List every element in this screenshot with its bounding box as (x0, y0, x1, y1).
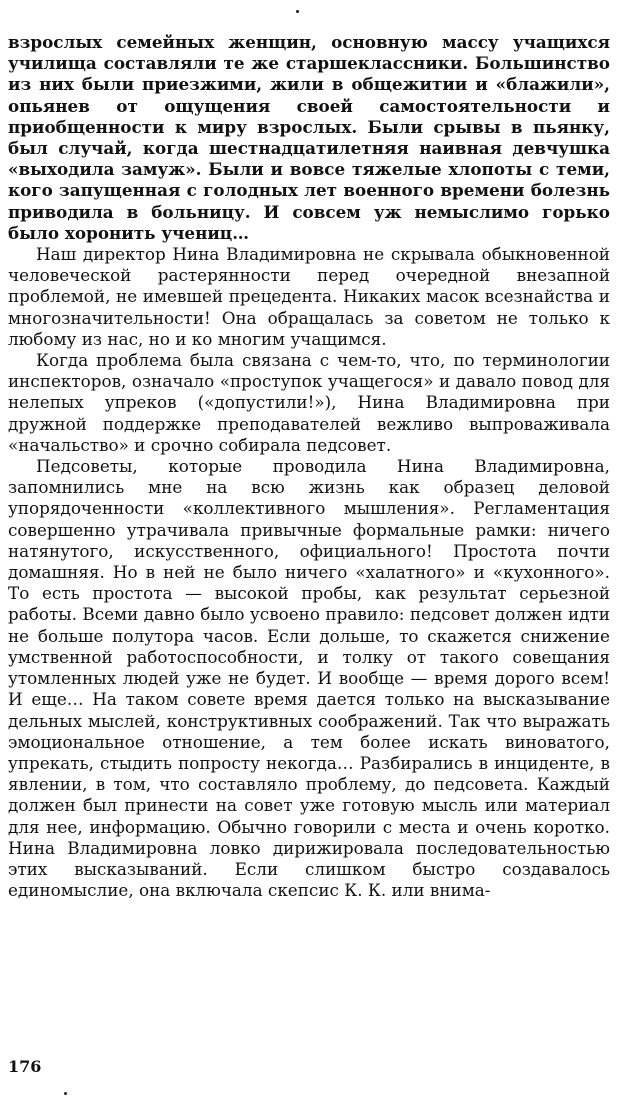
paragraph-2: Наш директор Нина Владимировна не скрывала обыкновенной человеческой растерянности перед очередной внезапной проблемой, не имевшей прецедента. Никаких масок всезнайства и многозначительности! Она обращалась за советом не только к любому из нас, но и ко многим учащимся. (8, 244, 610, 349)
print-speck (64, 1092, 67, 1095)
body-text (8, 32, 610, 901)
paragraph-3: Когда проблема была связана с чем-то, что, по терминологии инспекторов, означало «проступок учащегося» и давало повод для нелепых упреков («допустили!»), Нина Владимировна при дружной поддержке преподавателей вежливо выпроваживала «начальство» и срочно собирала педсовет. (8, 350, 610, 455)
paragraph-1: взрослых семейных женщин, основную массу учащихся училища составляли те же старшеклассники. Большинство из них были приезжими, жили в общежитии и «блажили», опьянев от ощущения своей самостоятельности и приобщенности к миру взрослых. Были срывы в пьянку, был случай, когда шестнадцатилетняя наивная девчушка «выходила замуж». Были и вовсе тяжелые хлопоты с теми, кого запущенная с голодных лет военного времени болезнь приводила в больницу. И совсем уж немыслимо горько было хоронить учениц… (8, 32, 610, 243)
paragraph-4: Педсоветы, которые проводила Нина Владимировна, запомнились мне на всю жизнь как образец деловой упорядоченности «коллективного мышления». Регламентация совершенно утрачивала привычные формальные рамки: ничего натянутого, искусственного, официального! Простота почти домашняя. Но в ней не было ничего «халатного» и «кухонного». То есть простота — высокой пробы, как результат серьезной работы. Всеми давно было усвоено правило: педсовет должен идти не больше полутора часов. Если дольше, то скажется снижение умственной работоспособности, и толку от такого совещания утомленных людей уже не будет. И вообще — время дорого всем! И еще… На таком совете время дается только на высказывание дельных мыслей, конструктивных соображений. Так что выражать эмоциональное отношение, а тем более искать виноватого, упрекать, стыдить попросту некогда… Разбирались в инциденте, в явлении, в том, что составляло проблему, до педсовета. Каждый должен был принести на совет уже готовую мысль или материал для нее, информацию. Обычно говорили с места и очень коротко. Нина Владимировна ловко дирижировала последовательностью этих высказываний. Если слишком быстро создавалось единомыслие, она включала скепсис К. К. или внима- (8, 456, 610, 901)
page-number: 176 (8, 1057, 42, 1076)
print-speck (296, 10, 299, 13)
